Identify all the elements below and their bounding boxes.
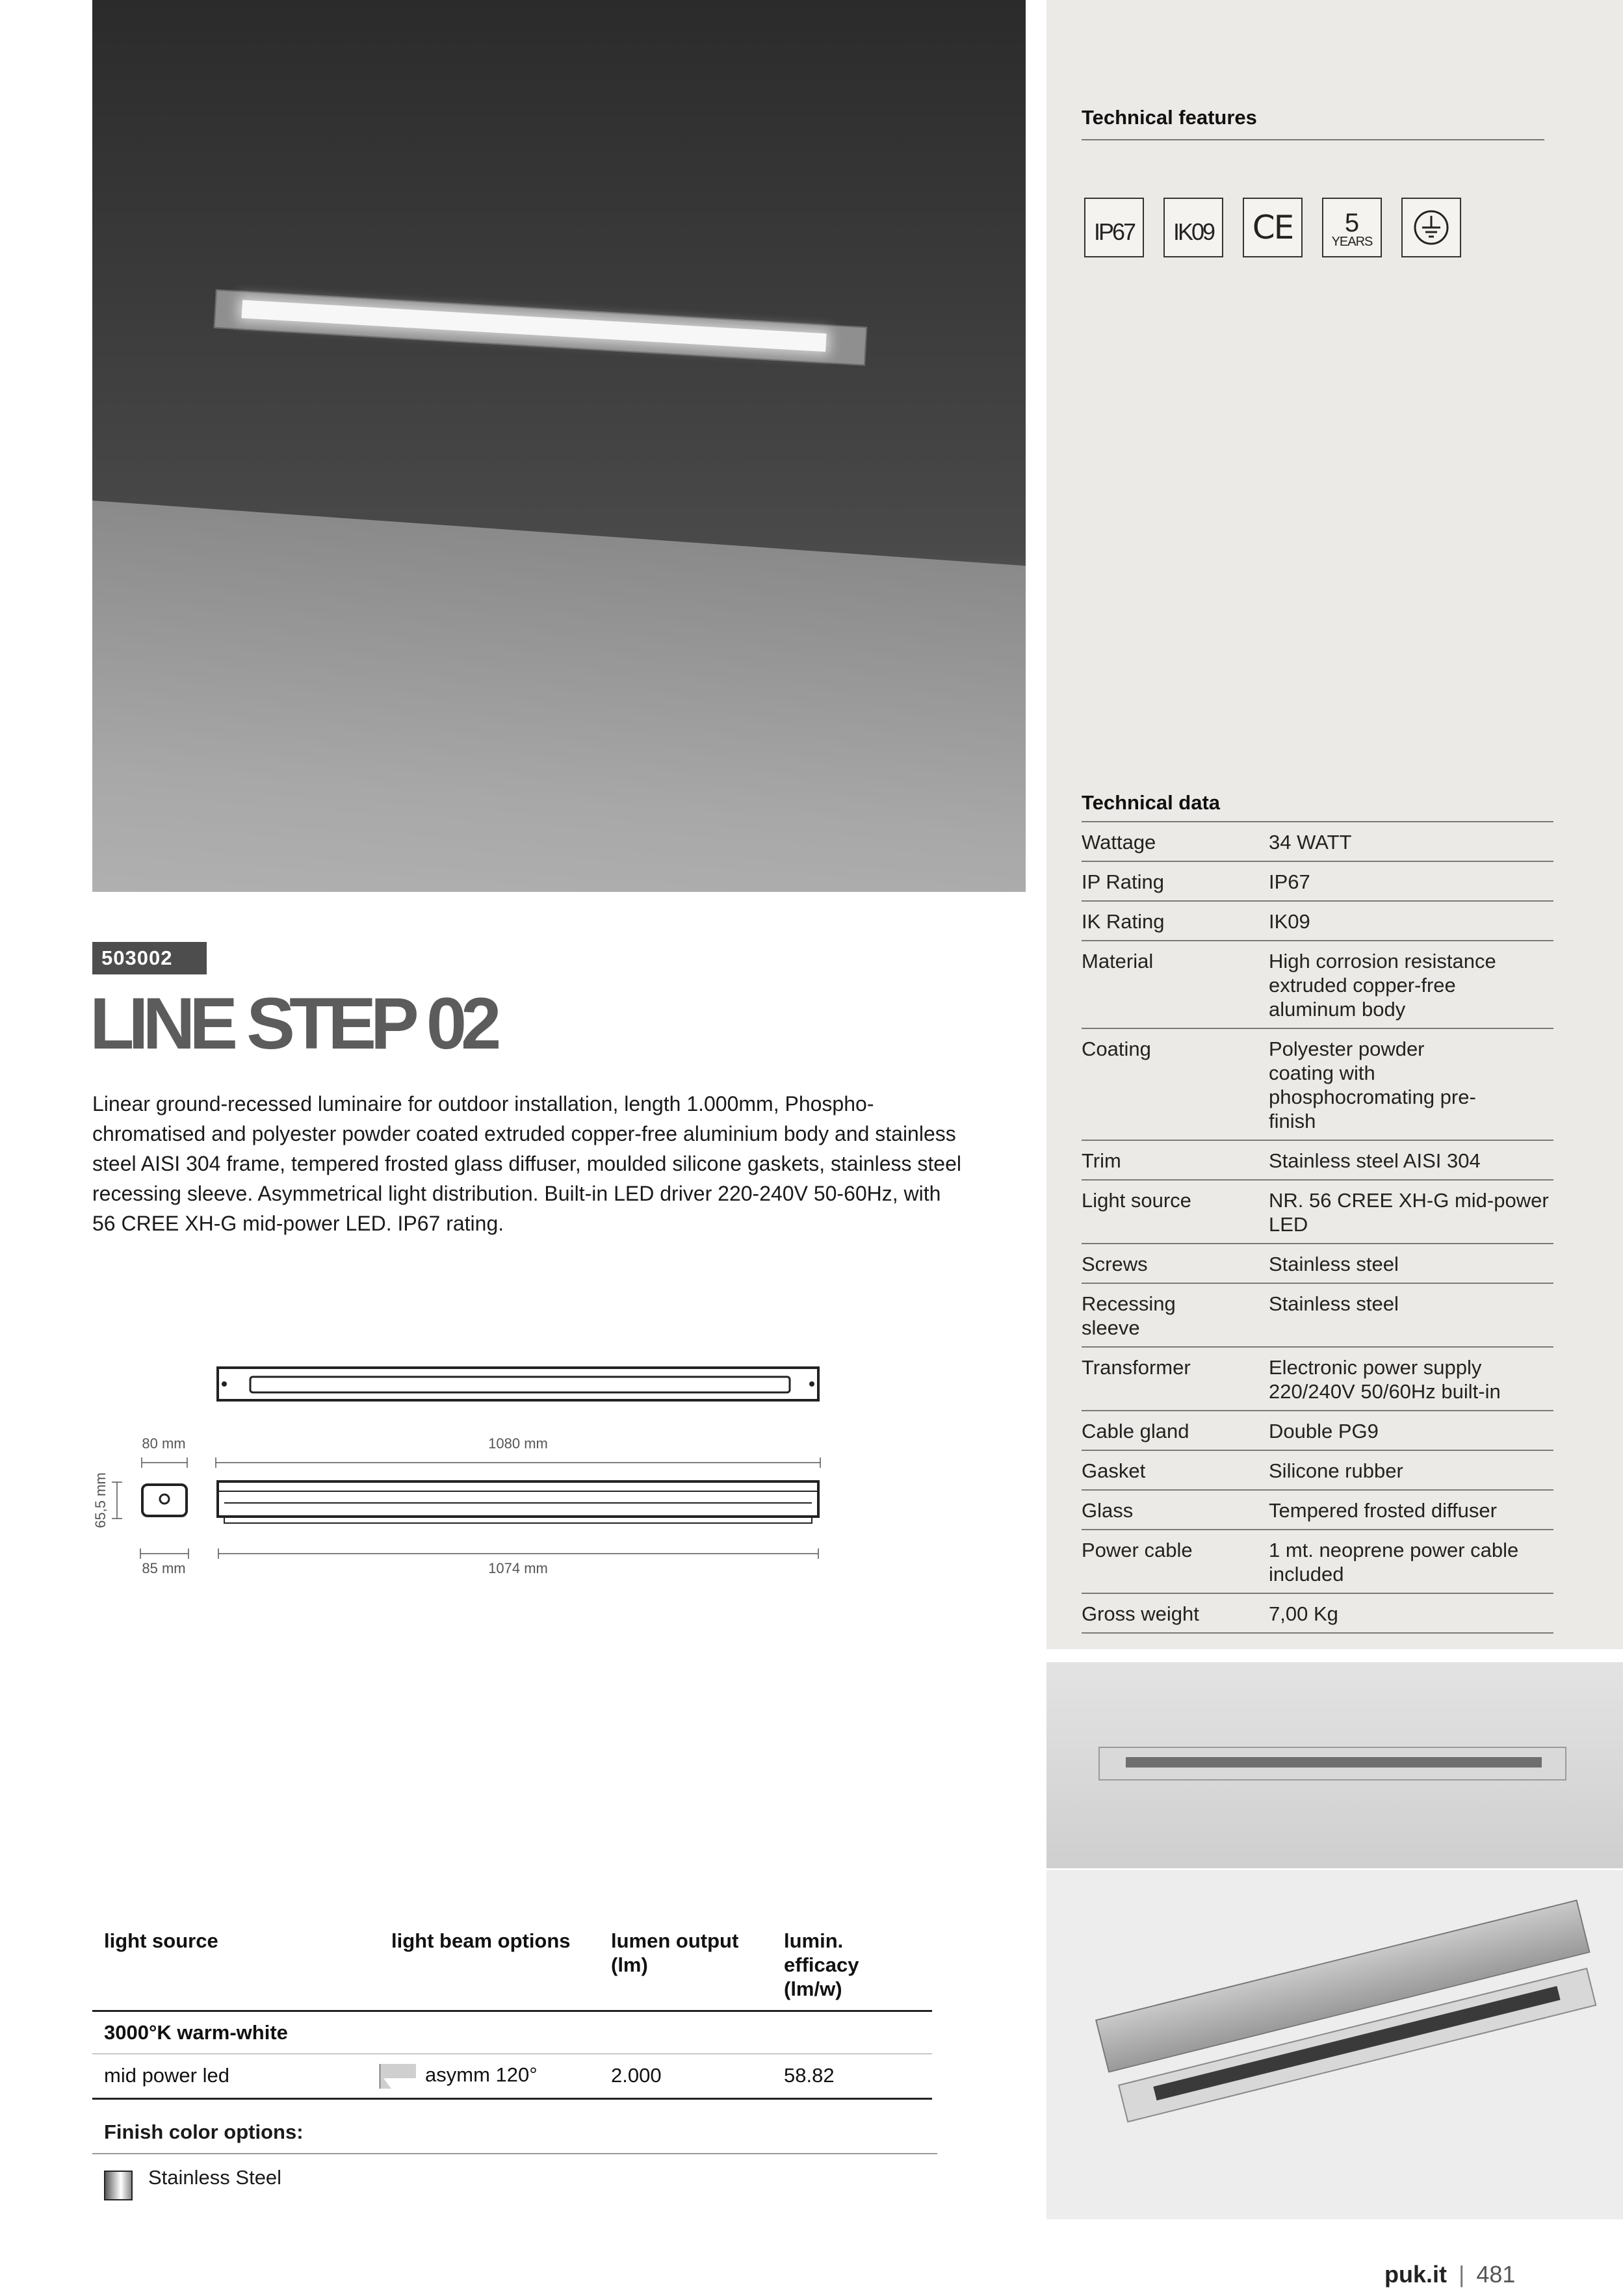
fixture-light xyxy=(214,289,868,366)
page-number: 481 xyxy=(1476,2261,1516,2288)
page-footer xyxy=(1384,2261,1515,2288)
table-row: IK Rating IK09 xyxy=(1082,901,1553,941)
product-title: LINE STEP 02 xyxy=(90,983,496,1064)
width-top-label: 80 mm xyxy=(142,1435,186,1452)
table-row: Wattage 34 WATT xyxy=(1082,822,1553,861)
table-row: Recessing sleeve Stainless steel xyxy=(1082,1283,1553,1347)
table-row: mid power led asymm 120° 2.000 58.82 xyxy=(92,2054,932,2099)
table-row: Material High corrosion resistance extruded copper-free aluminum body xyxy=(1082,941,1553,1028)
technical-features-title: Technical features xyxy=(1082,106,1257,129)
earth-ground-icon xyxy=(1401,198,1461,257)
table-row: Glass Tempered frosted diffuser xyxy=(1082,1490,1553,1530)
finish-options-title: Finish color options: xyxy=(104,2120,304,2143)
finish-option-label: Stainless Steel xyxy=(148,2166,282,2189)
product-photo-front xyxy=(1046,1662,1623,1868)
table-row: Gasket Silicone rubber xyxy=(1082,1450,1553,1490)
warranty-5-years-icon: 5 YEARS xyxy=(1322,198,1382,257)
site-name: puk.it xyxy=(1384,2261,1447,2288)
width-bottom-label: 85 mm xyxy=(142,1560,186,1576)
table-row: Power cable 1 mt. neoprene power cable included xyxy=(1082,1530,1553,1593)
product-code-badge: 503002 xyxy=(92,942,207,974)
stainless-steel-swatch xyxy=(104,2171,133,2200)
light-source-table xyxy=(92,1926,932,2100)
ik09-icon: IK09 xyxy=(1163,198,1223,257)
footer-separator: | xyxy=(1459,2261,1465,2288)
section-view xyxy=(142,1485,187,1516)
technical-data-table xyxy=(1082,821,1553,1634)
table-group-row: 3000°K warm-white xyxy=(92,2011,932,2054)
front-view-slot xyxy=(250,1377,790,1392)
table-row: Trim Stainless steel AISI 304 xyxy=(1082,1140,1553,1180)
ce-mark-icon: CE xyxy=(1243,198,1303,257)
table-header-row: light source light beam options lumen output (lm) lumin. efficacy (lm/w) xyxy=(92,1926,932,2011)
height-label: 65,5 mm xyxy=(92,1472,109,1528)
front-view-frame xyxy=(218,1368,818,1400)
hero-photo xyxy=(92,0,1026,892)
product-description: Linear ground-recessed luminaire for outdoor installation, length 1.000mm, Phospho-chromatised and polyester powder coated extruded copper-free aluminium body and stainless steel AISI 304 frame, tempered frosted glass diffuser, moulded silicone gaskets, stainless steel recessing sleeve. Asymmetrical light distribution. Built-in LED driver 220-240V 50-60Hz, with 56 CREE XH-G mid-power LED. IP67 rating. xyxy=(92,1092,961,1235)
table-row: Screws Stainless steel xyxy=(1082,1244,1553,1283)
side-view xyxy=(218,1481,818,1517)
product-photo-perspective xyxy=(1046,1870,1623,2219)
technical-data-title: Technical data xyxy=(1082,791,1221,814)
asymmetric-beam-icon xyxy=(380,2064,416,2089)
length-bottom-label: 1074 mm xyxy=(488,1560,548,1576)
divider xyxy=(92,2153,937,2154)
table-row: Transformer Electronic power supply 220/240V 50/60Hz built-in xyxy=(1082,1347,1553,1411)
ip67-icon: IP67 xyxy=(1084,198,1144,257)
table-row: Cable gland Double PG9 xyxy=(1082,1411,1553,1450)
length-top-label: 1080 mm xyxy=(488,1435,548,1452)
table-row: Coating Polyester powder coating with phosphocromating pre-finish xyxy=(1082,1028,1553,1140)
table-row: Light source NR. 56 CREE XH-G mid-power LED xyxy=(1082,1180,1553,1244)
table-row: Gross weight 7,00 Kg xyxy=(1082,1593,1553,1633)
table-row: IP Rating IP67 xyxy=(1082,861,1553,901)
divider xyxy=(1082,139,1544,140)
technical-drawing xyxy=(91,1352,832,1586)
